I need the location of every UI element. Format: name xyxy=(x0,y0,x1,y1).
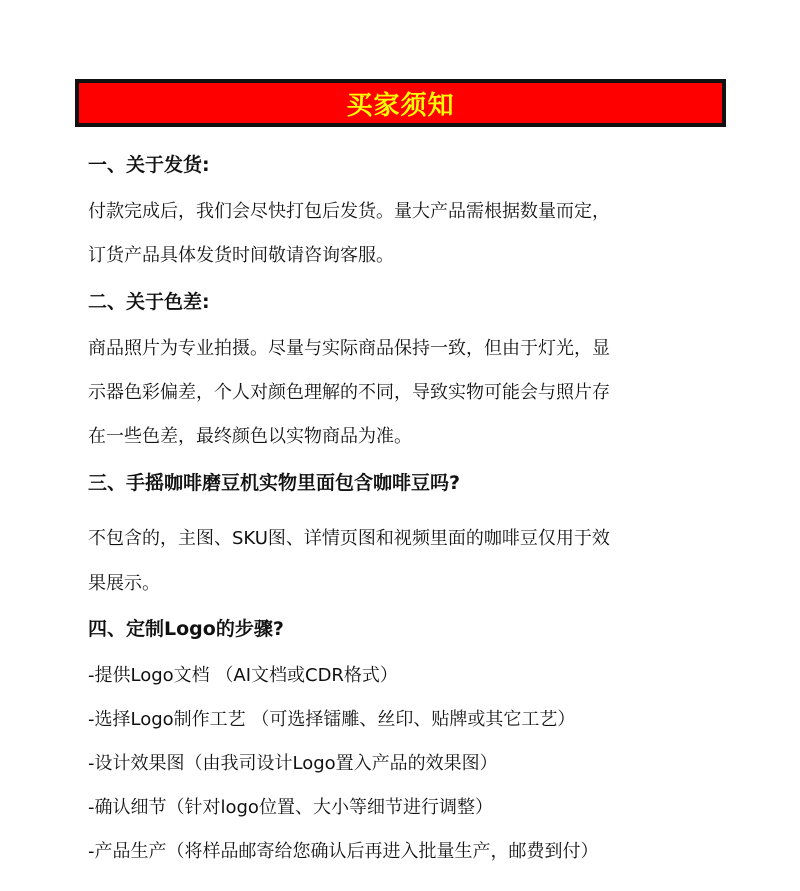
page-title: 买家须知 xyxy=(79,83,722,123)
step-item: -提供Logo文档 （AI文档或CDR格式） xyxy=(88,665,398,686)
section-heading-shipping: 一、关于发货: xyxy=(88,154,210,176)
section-heading-beans: 三、手摇咖啡磨豆机实物里面包含咖啡豆吗? xyxy=(88,472,461,494)
paragraph-line: 不包含的，主图、SKU图、详情页图和视频里面的咖啡豆仅用于效 xyxy=(88,528,610,549)
step-item: -选择Logo制作工艺 （可选择镭雕、丝印、贴牌或其它工艺） xyxy=(88,709,576,730)
paragraph-line: 商品照片为专业拍摄。尽量与实际商品保持一致，但由于灯光，显 xyxy=(88,338,610,359)
step-item: -确认细节（针对logo位置、大小等细节进行调整） xyxy=(88,797,493,818)
paragraph-line: 示器色彩偏差，个人对颜色理解的不同，导致实物可能会与照片存 xyxy=(88,382,610,403)
section-heading-logo: 四、定制Logo的步骤? xyxy=(88,618,284,640)
paragraph-line: 付款完成后，我们会尽快打包后发货。量大产品需根据数量而定， xyxy=(88,201,610,222)
step-item: -设计效果图（由我司设计Logo置入产品的效果图） xyxy=(88,753,498,774)
paragraph-line: 订货产品具体发货时间敬请咨询客服。 xyxy=(88,245,394,266)
paragraph-line: 果展示。 xyxy=(88,573,160,594)
paragraph-line: 在一些色差，最终颜色以实物商品为准。 xyxy=(88,426,412,447)
step-item: -产品生产（将样品邮寄给您确认后再进入批量生产，邮费到付） xyxy=(88,841,599,862)
section-heading-color: 二、关于色差: xyxy=(88,291,210,313)
title-banner xyxy=(75,79,726,127)
